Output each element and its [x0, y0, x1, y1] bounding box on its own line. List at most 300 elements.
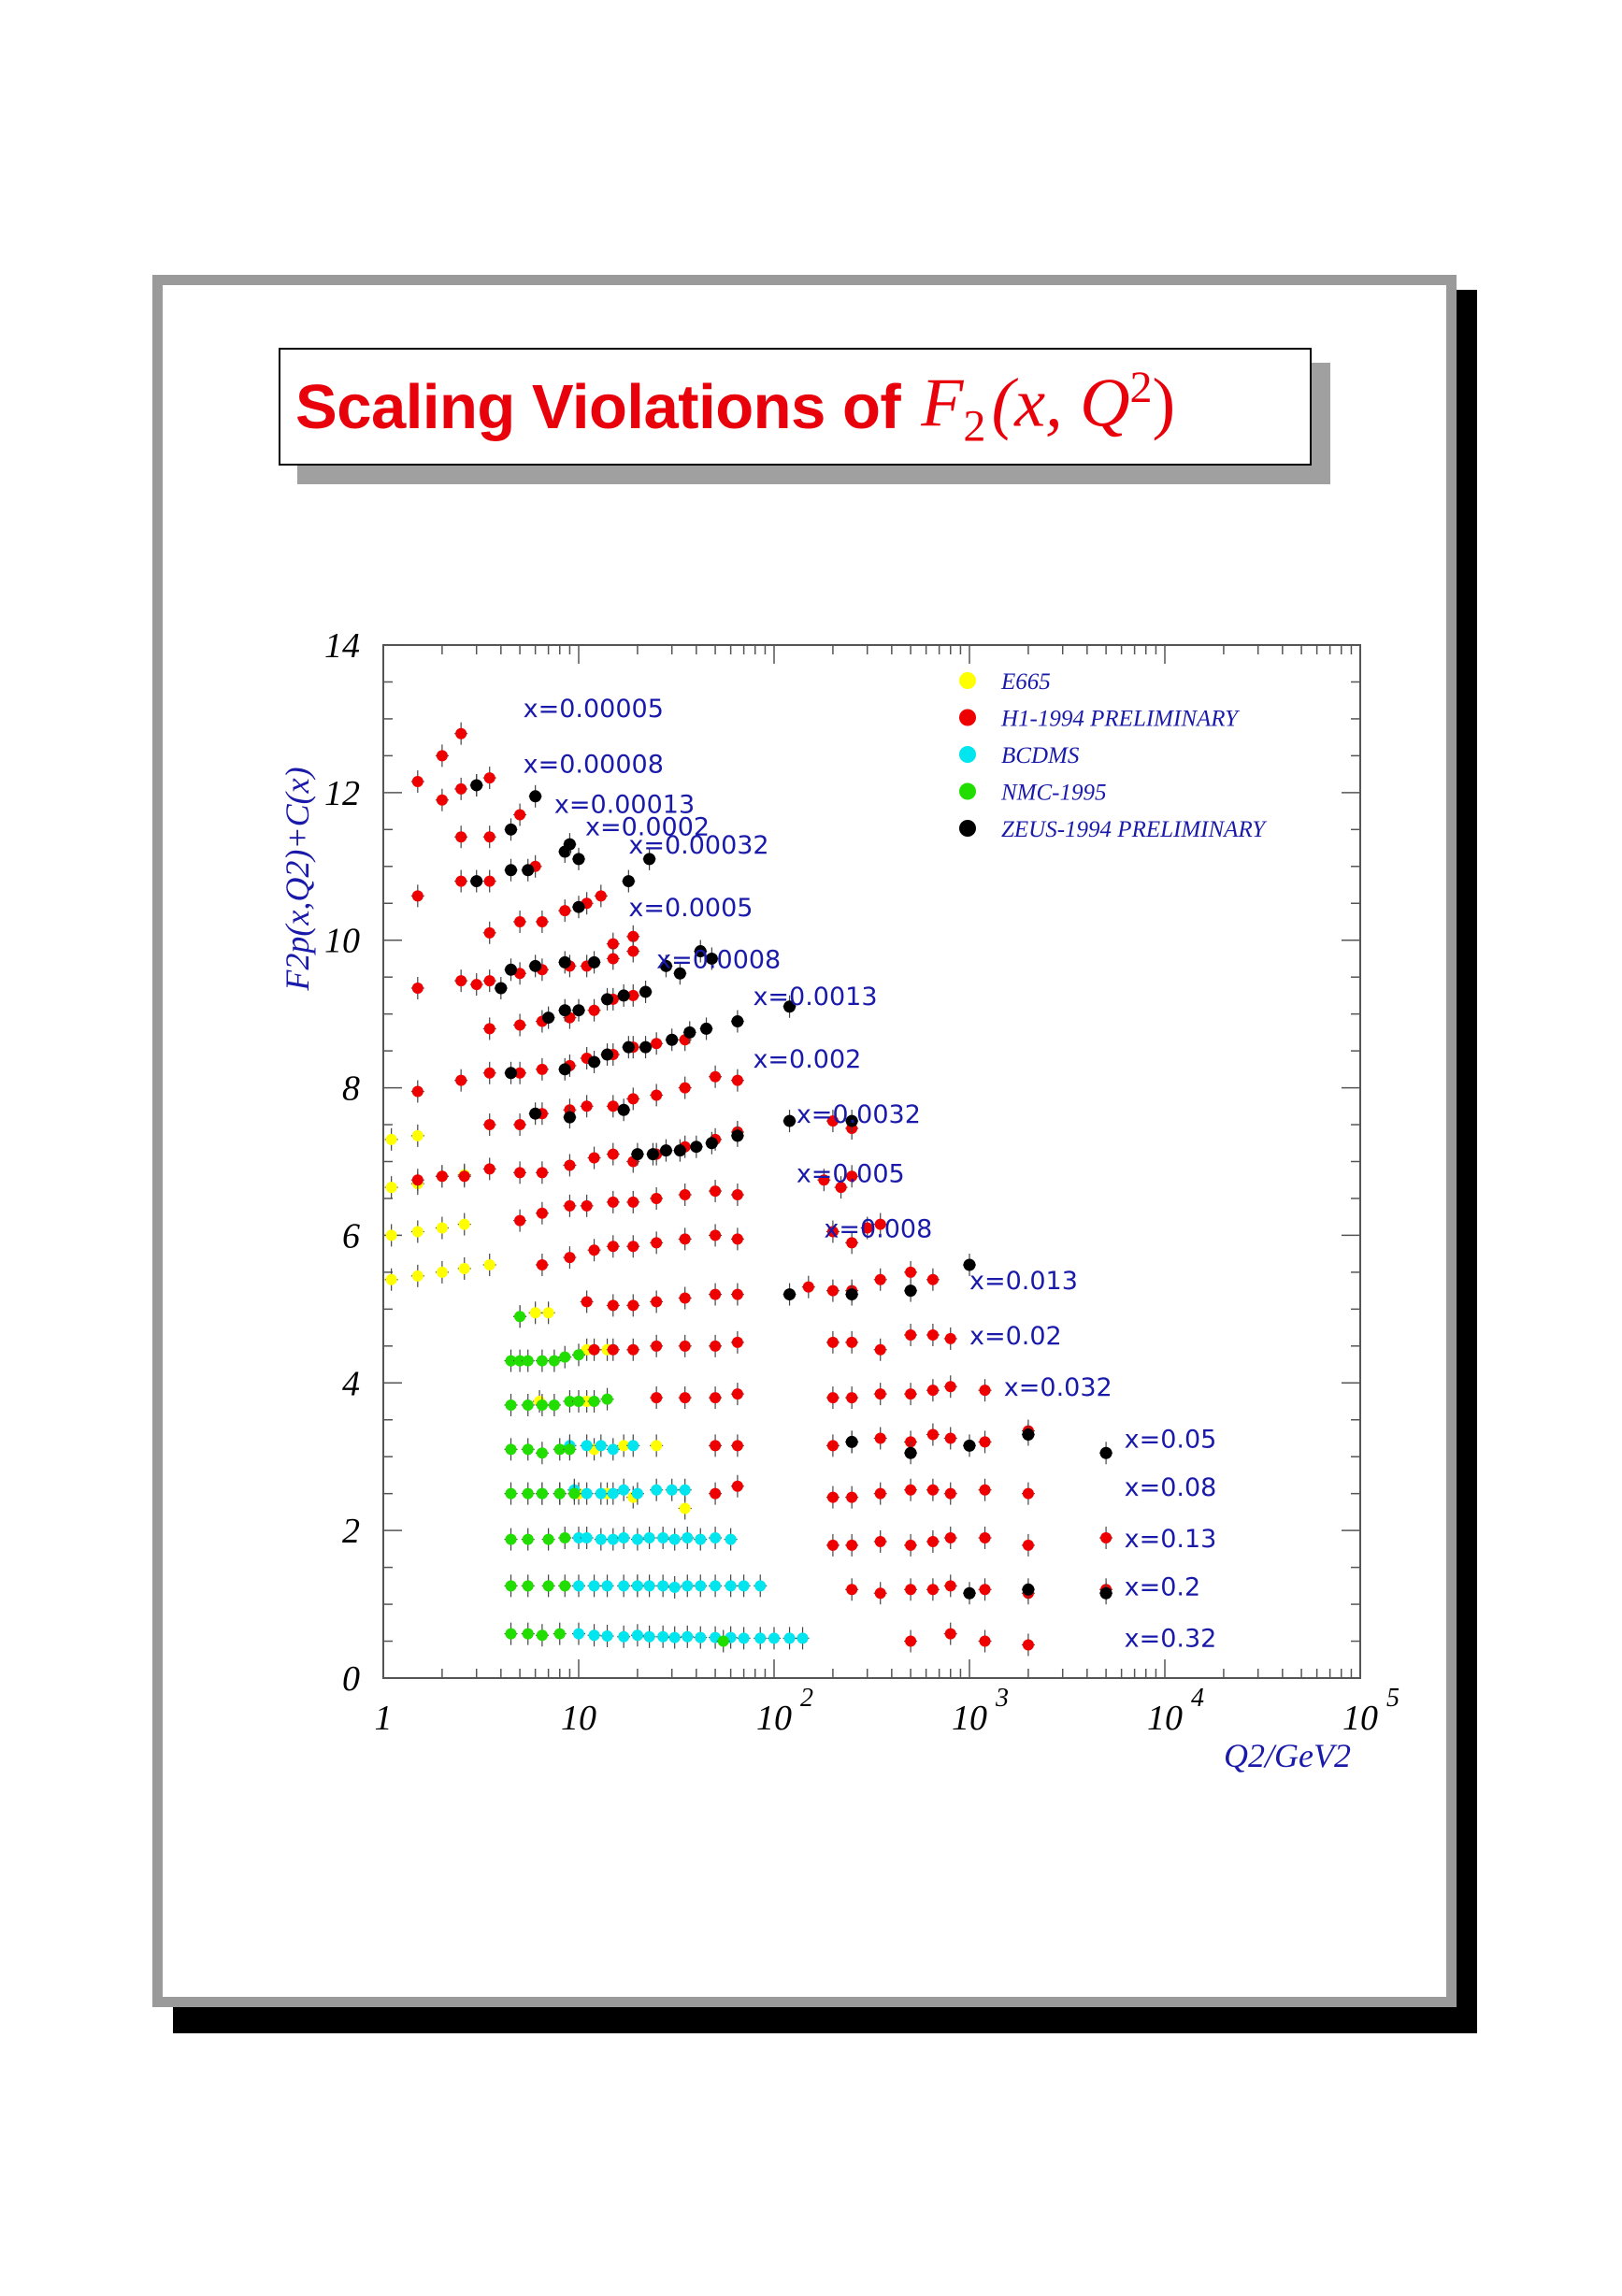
x-tick-label: 10 — [561, 1699, 596, 1738]
legend-marker — [959, 746, 976, 763]
data-point — [732, 1440, 743, 1451]
data-point — [710, 1289, 721, 1300]
data-point — [846, 1337, 857, 1348]
data-point — [484, 772, 495, 783]
x-tick-label: 10 — [756, 1699, 792, 1738]
data-point — [905, 1584, 916, 1595]
data-point — [608, 953, 619, 964]
data-point — [827, 1540, 839, 1551]
data-point — [627, 1197, 639, 1208]
x-axis-label: Q2/GeV2 — [1224, 1737, 1351, 1774]
data-point — [927, 1274, 939, 1285]
data-point — [537, 1629, 548, 1641]
data-point — [875, 1388, 886, 1399]
data-point — [627, 1344, 639, 1356]
data-point — [455, 1075, 467, 1086]
data-point — [827, 1337, 839, 1348]
data-point — [459, 1219, 470, 1230]
data-point — [549, 1399, 560, 1411]
data-point — [680, 1189, 691, 1200]
data-point — [484, 1259, 495, 1270]
data-point — [667, 1034, 678, 1045]
data-point — [797, 1632, 809, 1643]
data-point — [412, 983, 423, 994]
legend-marker — [959, 672, 976, 689]
data-point — [1023, 1488, 1034, 1500]
data-point — [514, 1311, 525, 1322]
data-point — [784, 1115, 796, 1126]
data-point — [471, 979, 482, 990]
data-point — [523, 1580, 534, 1591]
data-point — [875, 1274, 886, 1285]
data-point — [739, 1580, 750, 1591]
data-point — [827, 1492, 839, 1503]
data-point — [695, 1580, 706, 1591]
data-point — [768, 1632, 780, 1643]
data-point — [732, 1075, 743, 1086]
data-point — [543, 1580, 554, 1591]
data-point — [905, 1636, 916, 1647]
data-point — [537, 1399, 548, 1411]
data-point — [710, 1580, 721, 1591]
x-tick-label-exponent: 2 — [800, 1684, 813, 1713]
x-bin-label: x=0.00008 — [523, 750, 664, 780]
data-point — [589, 1056, 600, 1068]
data-point — [608, 1344, 619, 1356]
data-point — [602, 1630, 613, 1642]
data-point — [471, 780, 482, 791]
data-point — [484, 1119, 495, 1130]
data-point — [827, 1392, 839, 1403]
x-bin-label: x=0.02 — [969, 1321, 1062, 1351]
data-point — [945, 1432, 956, 1443]
data-point — [608, 1241, 619, 1252]
data-point — [506, 824, 517, 835]
legend — [959, 669, 1268, 842]
data-point — [386, 1274, 397, 1285]
data-point — [682, 1532, 693, 1543]
x-tick-label: 10 — [952, 1699, 987, 1738]
data-point — [680, 1233, 691, 1244]
data-point — [875, 1488, 886, 1500]
data-point — [651, 1193, 662, 1204]
data-point — [846, 1540, 857, 1551]
data-point — [980, 1584, 991, 1595]
data-point — [537, 1488, 548, 1500]
data-point — [784, 1632, 796, 1643]
data-point — [573, 1580, 584, 1591]
data-point — [568, 1488, 580, 1500]
data-point — [581, 1200, 593, 1212]
data-point — [875, 1344, 886, 1356]
legend-label: NMC-1995 — [1001, 780, 1107, 806]
legend-marker — [959, 820, 976, 837]
data-point — [660, 1145, 671, 1156]
data-point — [710, 1488, 721, 1500]
data-point — [618, 1631, 629, 1643]
data-point — [543, 1307, 554, 1318]
y-tick-label: 10 — [324, 921, 360, 961]
data-point — [537, 1447, 548, 1458]
data-point — [640, 986, 652, 997]
x-bin-label: x=0.00005 — [523, 695, 664, 725]
data-point — [657, 1631, 668, 1643]
data-point — [608, 1299, 619, 1311]
legend-label: BCDMS — [1001, 743, 1080, 768]
data-point — [651, 1440, 662, 1451]
data-point — [640, 1041, 652, 1053]
data-point — [680, 1392, 691, 1403]
data-point — [484, 876, 495, 887]
data-point — [927, 1429, 939, 1441]
data-point — [437, 750, 448, 761]
data-point — [725, 1580, 737, 1591]
data-point — [455, 831, 467, 842]
data-point — [627, 946, 639, 957]
data-point — [506, 1629, 517, 1640]
data-point — [945, 1580, 956, 1591]
data-point — [644, 1532, 655, 1543]
data-point — [514, 1119, 525, 1130]
data-point — [669, 1582, 681, 1593]
data-point — [564, 1252, 575, 1263]
legend-marker — [959, 710, 976, 726]
data-point — [674, 1145, 685, 1156]
data-point — [846, 1392, 857, 1403]
data-point — [651, 1485, 662, 1496]
data-point — [905, 1388, 916, 1399]
legend-label: H1-1994 PRELIMINARY — [1001, 706, 1238, 732]
data-point — [589, 1244, 600, 1256]
data-point — [573, 1629, 584, 1640]
data-point — [732, 1388, 743, 1399]
data-point — [559, 1580, 570, 1591]
data-point — [549, 1356, 560, 1367]
data-point — [596, 890, 607, 901]
data-point — [846, 1584, 857, 1595]
data-point — [537, 1259, 548, 1270]
data-point — [980, 1485, 991, 1496]
data-point — [455, 876, 467, 887]
data-point — [1100, 1532, 1112, 1543]
data-point — [754, 1580, 766, 1591]
data-point — [559, 1064, 570, 1075]
data-point — [608, 1100, 619, 1112]
data-point — [437, 1170, 448, 1182]
data-point — [980, 1532, 991, 1543]
data-point — [846, 1436, 857, 1447]
x-bin-label: x=0.0005 — [628, 894, 754, 924]
y-tick-label: 4 — [342, 1364, 360, 1404]
data-point — [706, 1138, 717, 1149]
data-point — [412, 1130, 423, 1141]
data-point — [412, 890, 423, 901]
data-point — [437, 795, 448, 806]
data-point — [827, 1440, 839, 1451]
data-point — [657, 1532, 668, 1543]
data-point — [680, 1485, 691, 1496]
x-tick-label: 10 — [1147, 1699, 1183, 1738]
data-point — [964, 1440, 975, 1451]
data-point — [927, 1485, 939, 1496]
data-point — [964, 1587, 975, 1599]
data-point — [701, 1023, 712, 1034]
data-point — [1023, 1540, 1034, 1551]
data-point — [589, 1580, 600, 1591]
data-point — [530, 1307, 541, 1318]
data-point — [573, 1005, 584, 1016]
data-point — [523, 1443, 534, 1455]
x-tick-label-exponent: 4 — [1191, 1684, 1204, 1713]
data-point — [471, 876, 482, 887]
data-point — [667, 1485, 678, 1496]
data-point — [523, 1356, 534, 1367]
data-point — [623, 876, 634, 887]
data-point — [412, 1226, 423, 1237]
data-point — [573, 901, 584, 912]
data-point — [905, 1540, 916, 1551]
data-point — [564, 1443, 575, 1455]
data-point — [644, 1631, 655, 1643]
data-point — [846, 1289, 857, 1300]
data-point — [945, 1333, 956, 1344]
data-point — [739, 1632, 750, 1643]
data-point — [1100, 1587, 1112, 1599]
data-point — [710, 1185, 721, 1197]
data-point — [589, 1344, 600, 1356]
data-point — [589, 1005, 600, 1016]
data-point — [495, 983, 507, 994]
data-point — [875, 1536, 886, 1547]
data-point — [632, 1149, 643, 1160]
data-point — [1023, 1639, 1034, 1650]
data-point — [523, 1629, 534, 1640]
data-point — [651, 1392, 662, 1403]
x-bin-label: x=0.00032 — [628, 831, 769, 861]
x-bin-label: x=0.0002 — [584, 812, 711, 842]
data-point — [718, 1636, 729, 1647]
y-axis-label: F2p(x,Q2)+C(x) — [279, 767, 316, 991]
data-point — [602, 1394, 613, 1405]
data-point — [596, 1440, 607, 1451]
data-point — [559, 1532, 570, 1543]
data-point — [669, 1632, 681, 1643]
data-point — [732, 1289, 743, 1300]
data-point — [573, 1349, 584, 1360]
data-point — [632, 1488, 643, 1500]
data-point — [506, 1580, 517, 1591]
data-point — [537, 1064, 548, 1075]
data-point — [945, 1381, 956, 1392]
data-point — [680, 1293, 691, 1304]
x-tick-label: 10 — [1342, 1699, 1378, 1738]
data-point — [437, 1223, 448, 1234]
data-point — [627, 1241, 639, 1252]
data-point — [596, 1488, 607, 1500]
data-point — [484, 1023, 495, 1034]
data-point — [710, 1440, 721, 1451]
data-point — [484, 975, 495, 986]
legend-label: ZEUS-1994 PRELIMINARY — [1001, 817, 1266, 842]
data-point — [564, 1159, 575, 1170]
data-point — [618, 1104, 629, 1115]
data-point — [589, 1153, 600, 1164]
legend-label: E665 — [1001, 669, 1051, 695]
data-point — [506, 865, 517, 876]
data-point — [682, 1631, 693, 1643]
data-point — [695, 1632, 706, 1643]
data-point — [632, 1629, 643, 1641]
data-point — [386, 1229, 397, 1241]
data-point — [732, 1233, 743, 1244]
data-point — [589, 1396, 600, 1407]
data-point — [784, 1289, 796, 1300]
data-point — [1023, 1429, 1034, 1441]
data-point — [623, 1041, 634, 1053]
data-point — [543, 1534, 554, 1545]
data-point — [803, 1282, 814, 1293]
data-point — [725, 1534, 737, 1545]
data-point — [627, 1299, 639, 1311]
data-point — [980, 1385, 991, 1396]
data-point — [530, 1108, 541, 1119]
data-point — [651, 1089, 662, 1100]
data-point — [627, 1440, 639, 1451]
data-point — [437, 1267, 448, 1278]
data-point — [537, 1167, 548, 1178]
data-point — [651, 1038, 662, 1049]
data-point — [506, 1443, 517, 1455]
data-point — [927, 1385, 939, 1396]
data-point — [514, 916, 525, 927]
data-point — [564, 839, 575, 850]
data-point — [651, 1341, 662, 1352]
data-point — [602, 994, 613, 1005]
data-point — [651, 1296, 662, 1307]
data-point — [608, 1149, 619, 1160]
data-point — [564, 1112, 575, 1123]
data-point — [581, 1440, 593, 1451]
data-point — [455, 975, 467, 986]
legend-marker — [959, 783, 976, 800]
data-point — [618, 990, 629, 1001]
data-point — [559, 905, 570, 916]
data-point — [484, 1163, 495, 1174]
data-point — [564, 1200, 575, 1212]
data-point — [905, 1267, 916, 1278]
data-point — [506, 1399, 517, 1411]
data-point — [608, 1197, 619, 1208]
data-points — [385, 723, 1112, 1657]
data-point — [589, 956, 600, 968]
data-point — [537, 1356, 548, 1367]
data-point — [632, 1580, 643, 1591]
data-point — [573, 854, 584, 865]
data-point — [710, 1341, 721, 1352]
data-point — [710, 1071, 721, 1083]
data-point — [514, 1215, 525, 1227]
data-point — [827, 1285, 839, 1297]
data-point — [710, 1229, 721, 1241]
data-point — [644, 1580, 655, 1591]
title-formula-args: (x, Q — [991, 365, 1130, 442]
x-bin-label: x=0.0013 — [753, 982, 878, 1012]
x-bin-label: x=0.0032 — [796, 1100, 921, 1130]
data-point — [506, 1534, 517, 1545]
x-bin-label: x=0.032 — [1003, 1373, 1112, 1403]
data-point — [669, 1534, 681, 1545]
data-point — [523, 1399, 534, 1411]
data-point — [455, 728, 467, 739]
x-bin-label: x=0.002 — [753, 1045, 862, 1074]
x-bin-label: x=0.013 — [969, 1266, 1078, 1296]
data-point — [412, 1270, 423, 1282]
data-point — [927, 1329, 939, 1341]
data-point — [632, 1534, 643, 1545]
data-point — [618, 1580, 629, 1591]
y-tick-label: 6 — [342, 1216, 360, 1256]
x-bin-label: x=0.2 — [1124, 1572, 1201, 1602]
y-tick-label: 12 — [324, 773, 360, 813]
data-point — [608, 1488, 619, 1500]
data-point — [559, 1352, 570, 1363]
y-tick-label: 8 — [342, 1069, 360, 1109]
data-point — [596, 1534, 607, 1545]
data-point — [618, 1532, 629, 1543]
data-point — [506, 1488, 517, 1500]
data-point — [732, 1189, 743, 1200]
data-point — [875, 1432, 886, 1443]
data-point — [459, 1170, 470, 1182]
x-bin-label: x=0.32 — [1124, 1624, 1217, 1654]
x-bin-label: x=0.00013 — [553, 790, 696, 820]
data-point — [484, 831, 495, 842]
title-formula-sup: 2 — [1129, 362, 1153, 412]
data-point — [412, 776, 423, 787]
x-bin-label: x=0.0008 — [656, 945, 782, 975]
data-point — [927, 1536, 939, 1547]
x-bin-label: x=0.05 — [1124, 1425, 1217, 1455]
data-point — [905, 1447, 916, 1458]
data-point — [647, 1149, 658, 1160]
data-point — [537, 916, 548, 927]
data-point — [680, 1083, 691, 1094]
data-point — [523, 1488, 534, 1500]
y-tick-label: 14 — [324, 626, 360, 666]
data-point — [530, 791, 541, 802]
data-point — [1100, 1447, 1112, 1458]
x-bin-label: x=0.13 — [1124, 1525, 1217, 1555]
data-point — [554, 1488, 566, 1500]
data-point — [484, 1068, 495, 1079]
data-point — [484, 927, 495, 939]
data-point — [412, 1086, 423, 1098]
data-point — [710, 1392, 721, 1403]
data-point — [680, 1341, 691, 1352]
data-point — [732, 1130, 743, 1141]
data-point — [581, 1296, 593, 1307]
data-point — [581, 1532, 593, 1543]
data-point — [846, 1492, 857, 1503]
data-point — [905, 1329, 916, 1341]
data-point — [618, 1485, 629, 1496]
data-point — [554, 1629, 566, 1640]
data-point — [573, 1396, 584, 1407]
data-point — [581, 1488, 593, 1500]
title-formula-f: F — [921, 365, 964, 442]
data-point — [945, 1532, 956, 1543]
data-point — [537, 1208, 548, 1219]
